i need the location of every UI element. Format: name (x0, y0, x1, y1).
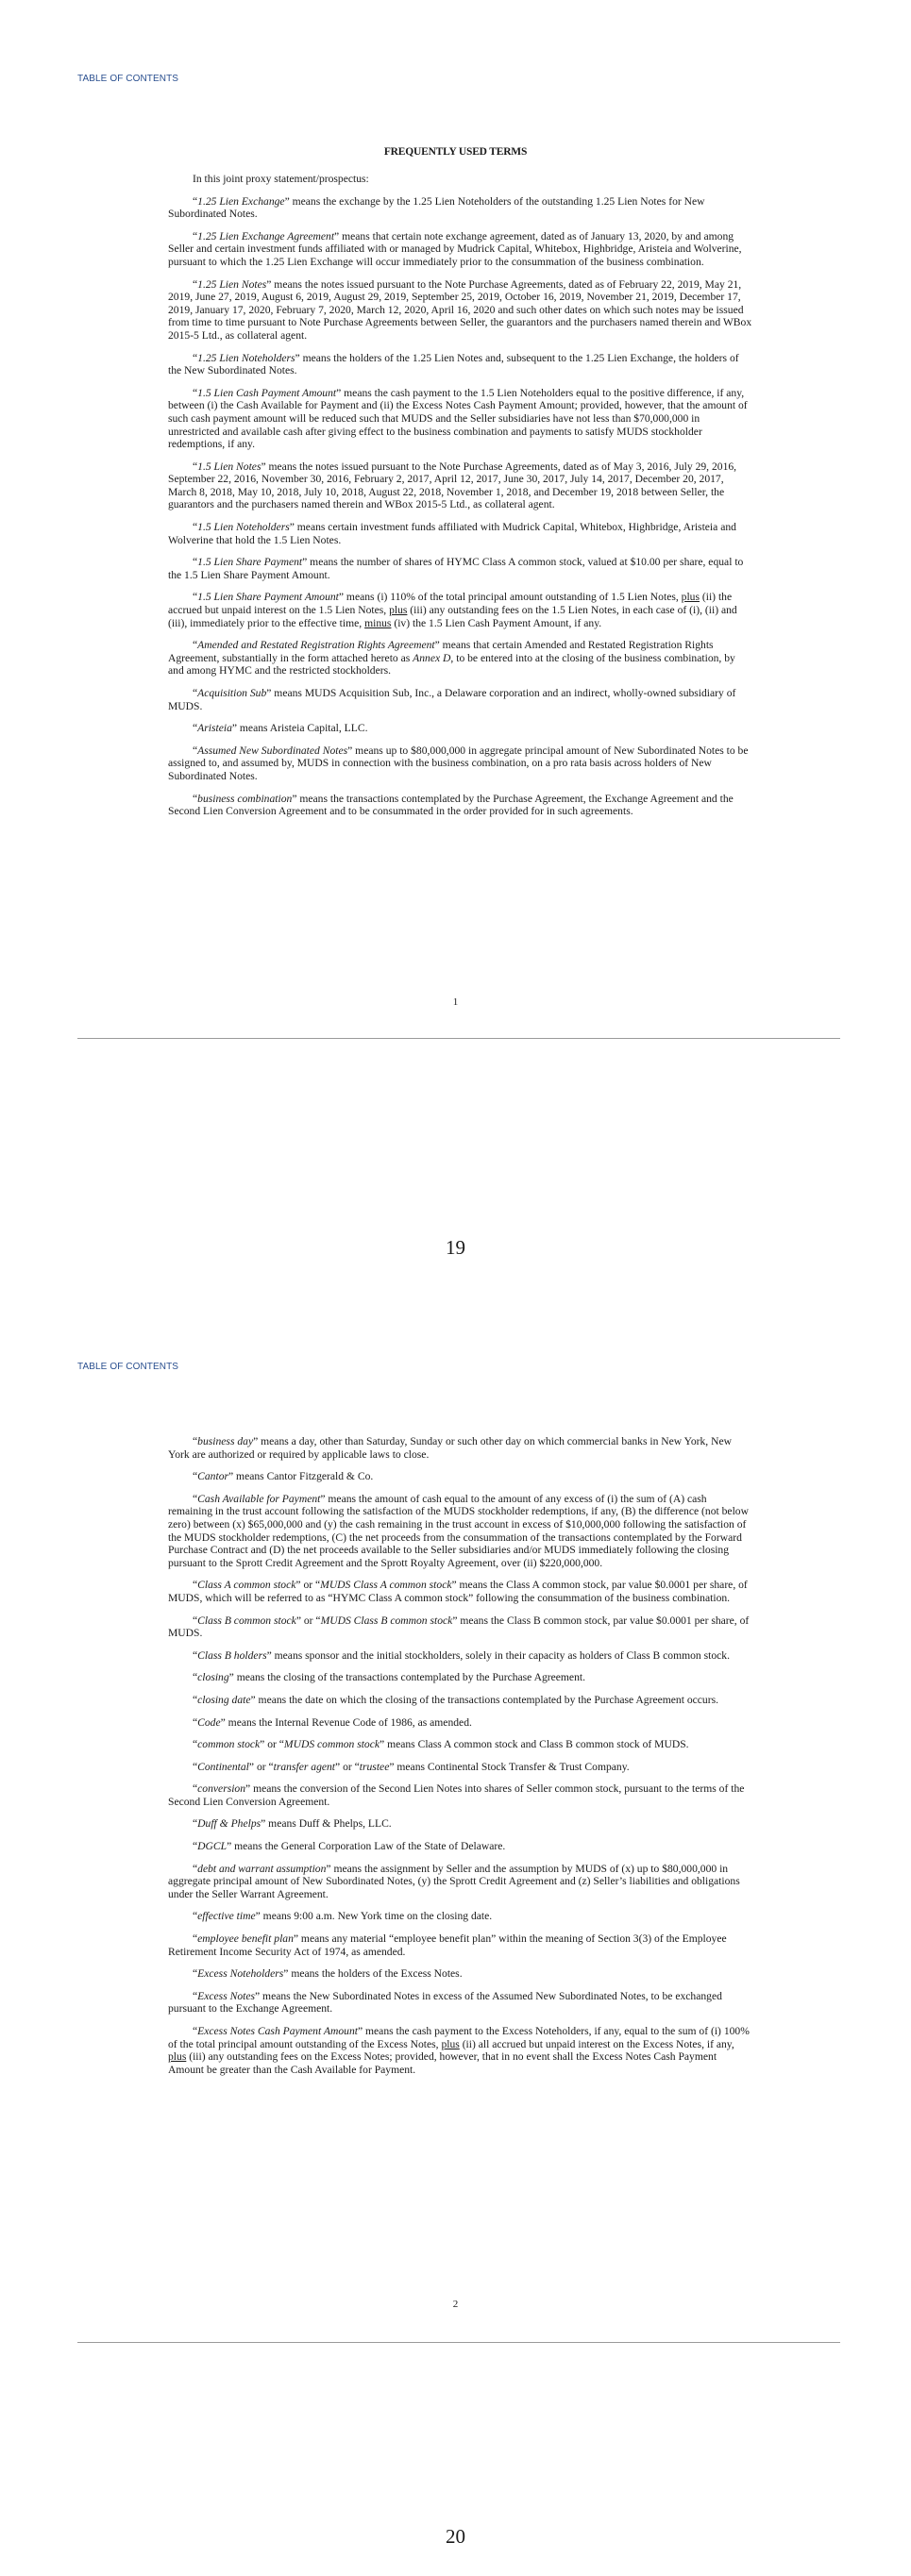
defined-term: DGCL (197, 1840, 228, 1853)
defined-term: 1.5 Lien Cash Payment Amount (197, 386, 337, 399)
defined-term: Amended and Restated Registration Rights Agreement (197, 639, 435, 652)
defined-term: Acquisition Sub (197, 687, 267, 699)
definition: “effective time” means 9:00 a.m. New York time on the closing date. (193, 1910, 493, 1923)
defined-term: Continental (197, 1760, 249, 1773)
defined-term: Excess Notes (197, 1989, 256, 2002)
definition: “Class B common stock” or “MUDS Class B common stock” means the Class B common stock, par value $0.0001 per share, of MUDS. (168, 1614, 750, 1640)
definition: “Cash Available for Payment” means the amount of cash equal to the amount of any excess of (i) the sum of (A) cash remaining in the trust account following the satisfaction of the MUDS stockholder redemptions, if any, (B) the difference (not below zero) between (x) $65,000,000 and (y) the cash remaining in the trust account in excess of $10,000,000 following the satisfaction of the MUDS stockholder redemptions, (C) the net proceeds from the consummation of the transactions contemplated by the Forward Purchase Contract and (D) the net proceeds available to the Seller subsidiaries and/or MUDS immediately following the closing pursuant to the Sprott Credit Agreement and the Sprott Royalty Agreement, over (ii) $220,000,000. (168, 1492, 749, 1569)
intro-text: In this joint proxy statement/prospectus: (193, 173, 369, 185)
document-page-number: 20 (446, 2525, 465, 2548)
page-heading: FREQUENTLY USED TERMS (383, 146, 528, 158)
definition: “debt and warrant assumption” means the assignment by Seller and the assumption by MUDS of (x) up to $80,000,000 in aggregate principal amount of New Subordinated Notes, (y) the Sprott Credit Agreement and (z) Seller’s liabilities and obligations under the Seller Warrant Agreement. (168, 1862, 740, 1900)
definition: “business combination” means the transactions contemplated by the Purchase Agreement, the Exchange Agreement and the Second Lien Conversion Agreement and to be consummated in the order provided for in such agreements. (168, 792, 734, 818)
definition: “employee benefit plan” means any material “employee benefit plan” within the meaning of Section 3(3) of the Employee Retirement Income Security Act of 1974, as amended. (168, 1932, 727, 1958)
defined-term: Class A common stock (197, 1579, 296, 1592)
definition: “1.5 Lien Cash Payment Amount” means the cash payment to the 1.5 Lien Noteholders equal to the positive difference, if any, between (i) the Cash Available for Payment and (ii) the Excess Notes Cash Payment Amount; provided, however, that the amount of such cash payment amount will be reduced such that MUDS and the Seller subsidiaries have not less than $70,000,000 in unrestricted and available cash after giving effect to the business combination and payments to satisfy MUDS stockholder redemptions, if any. (168, 386, 748, 451)
definition: “Duff & Phelps” means Duff & Phelps, LLC. (193, 1817, 392, 1831)
definition: “1.25 Lien Exchange Agreement” means that certain note exchange agreement, dated as of January 13, 2020, by and among Seller and certain investment funds affiliated with or managed by Mudrick Capital, Whitebox, Highbridge, Aristeia and Wolverine, pursuant to which the 1.25 Lien Exchange will occur immediately prior to the consummation of the business combination. (168, 229, 742, 268)
definition: “closing” means the closing of the transactions contemplated by the Purchase Agreement. (193, 1671, 585, 1684)
definition: “Class A common stock” or “MUDS Class A common stock” means the Class A common stock, par value $0.0001 per share, of MUDS, which will be referred to as “HYMC Class A common stock” following the consummation of the business combination. (168, 1579, 748, 1604)
defined-term: Class B holders (197, 1648, 267, 1662)
definition: “1.5 Lien Noteholders” means certain investment funds affiliated with Mudrick Capital, Whitebox, Highbridge, Aristeia and Wolverine that hold the 1.5 Lien Notes. (168, 521, 736, 546)
definition: “Aristeia” means Aristeia Capital, LLC. (193, 722, 368, 735)
defined-term: 1.25 Lien Exchange (197, 194, 285, 208)
definition: “1.25 Lien Noteholders” means the holders of the 1.25 Lien Notes and, subsequent to the 1.25 Lien Exchange, the holders of the New Subordinated Notes. (168, 351, 739, 377)
definition: “1.5 Lien Share Payment” means the number of shares of HYMC Class A common stock, valued at $10.00 per share, equal to the 1.5 Lien Share Payment Amount. (168, 556, 744, 581)
defined-term: 1.5 Lien Noteholders (197, 521, 290, 534)
defined-term: Duff & Phelps (197, 1817, 261, 1831)
definition: “1.25 Lien Exchange” means the exchange by the 1.25 Lien Noteholders of the outstanding 1.25 Lien Notes for New Subordinated Notes. (168, 194, 705, 221)
definition: “Class B holders” means sponsor and the initial stockholders, solely in their capacity as holders of Class B common stock. (193, 1648, 730, 1662)
definition: “Excess Notes Cash Payment Amount” means the cash payment to the Excess Noteholders, if any, equal to the sum of (i) 100% of the total principal amount outstanding of the Excess Notes, plus (ii) all accrued but unpaid interest on the Excess Notes, if any, plus (iii) any outstanding fees on the Excess Notes; provided, however, that in no event shall the Excess Notes Cash Payment Amount be greater than the Cash Available for Payment. (168, 2025, 750, 2076)
defined-term: 1.5 Lien Share Payment (197, 556, 303, 569)
definition: “1.25 Lien Notes” means the notes issued pursuant to the Note Purchase Agreements, dated as of February 22, 2019, May 21, 2019, June 27, 2019, August 6, 2019, August 29, 2019, September 25, 2019, October 16, 2019, November 21, 2019, December 17, 2019, January 17, 2020, February 7, 2020, March 12, 2020, April 16, 2020 and such other dates on which such notes may be issued from time to time pursuant to Note Purchase Agreements between Seller, the guarantors and the purchasers named therein and WBox 2015-5 Ltd., as collateral agent. (168, 277, 752, 342)
definition: “1.5 Lien Notes” means the notes issued pursuant to the Note Purchase Agreements, dated as of May 3, 2016, July 29, 2016, September 22, 2016, November 30, 2016, February 2, 2017, April 12, 2017, June 30, 2017, July 14, 2017, December 20, 2017, March 8, 2018, May 10, 2018, July 10, 2018, August 22, 2018, November 1, 2018, and December 19, 2018 between Seller, the guarantors and the purchasers named therein and WBox 2015-5 Ltd., as collateral agent. (168, 460, 737, 511)
definition: “DGCL” means the General Corporation Law of the State of Delaware. (193, 1840, 506, 1853)
definition: “Acquisition Sub” means MUDS Acquisition Sub, Inc., a Delaware corporation and an indirect, wholly-owned subsidiary of MUDS. (168, 687, 736, 712)
document-page-number: 19 (446, 1236, 465, 1259)
definition: “business day” means a day, other than Saturday, Sunday or such other day on which commercial banks in New York, New York are authorized or required by applicable laws to close. (168, 1435, 732, 1461)
page2-body (168, 1435, 753, 2085)
defined-term: debt and warrant assumption (197, 1862, 327, 1875)
defined-term: business day (197, 1435, 254, 1447)
defined-term: common stock (197, 1738, 261, 1751)
definition: “Continental” or “transfer agent” or “trustee” means Continental Stock Transfer & Trust Company. (193, 1760, 630, 1773)
definition: “Excess Noteholders” means the holders of the Excess Notes. (193, 1967, 463, 1981)
defined-term: 1.25 Lien Notes (197, 277, 267, 291)
definition: “Excess Notes” means the New Subordinated Notes in excess of the Assumed New Subordinated Notes, to be exchanged pursuant to the Exchange Agreement. (168, 1989, 722, 2016)
page-divider (77, 2342, 840, 2343)
page-number: 2 (452, 2299, 459, 2310)
definition: “closing date” means the date on which the closing of the transactions contemplated by the Purchase Agreement occurs. (193, 1693, 718, 1706)
defined-term: Excess Noteholders (197, 1967, 284, 1981)
defined-term: employee benefit plan (197, 1932, 294, 1946)
defined-term: Class B common stock (197, 1614, 296, 1627)
defined-term: business combination (197, 792, 293, 805)
defined-term: Excess Notes Cash Payment Amount (197, 2025, 358, 2037)
defined-term: closing (197, 1671, 229, 1684)
definition: “1.5 Lien Share Payment Amount” means (i) 110% of the total principal amount outstanding of 1.5 Lien Notes, plus (ii) the accrued but unpaid interest on the 1.5 Lien Notes, plus (iii) any outstanding fees on the 1.5 Lien Notes, in each case of (i), (ii) and (iii), immediately prior to the effective time, minus (iv) the 1.5 Lien Cash Payment Amount, if any. (168, 591, 737, 629)
page-number: 1 (452, 996, 459, 1008)
definition: “Amended and Restated Registration Rights Agreement” means that certain Amended and Restated Registration Rights Agreement, substantially in the form attached hereto as Annex D, to be entered into at the closing of the business combination, by and among HYMC and the restricted stockholders. (168, 639, 735, 677)
defined-term: 1.25 Lien Exchange Agreement (197, 229, 335, 243)
page1-body (168, 173, 753, 828)
definition: “Code” means the Internal Revenue Code of 1986, as amended. (193, 1715, 472, 1729)
defined-term: 1.5 Lien Notes (197, 460, 261, 473)
defined-term: effective time (197, 1910, 256, 1923)
defined-term: Assumed New Subordinated Notes (197, 744, 348, 757)
definition: “conversion” means the conversion of the Second Lien Notes into shares of Seller common stock, pursuant to the terms of the Second Lien Conversion Agreement. (168, 1782, 745, 1808)
defined-term: Cantor (197, 1470, 229, 1483)
definition: “Cantor” means Cantor Fitzgerald & Co. (193, 1470, 374, 1483)
defined-term: closing date (197, 1693, 251, 1706)
defined-term: 1.5 Lien Share Payment Amount (197, 591, 339, 604)
table-of-contents-link[interactable]: TABLE OF CONTENTS (77, 74, 179, 84)
definition: “common stock” or “MUDS common stock” means Class A common stock and Class B common stock of MUDS. (193, 1738, 689, 1751)
defined-term: Aristeia (197, 722, 232, 735)
defined-term: 1.25 Lien Noteholders (197, 351, 295, 364)
defined-term: Cash Available for Payment (197, 1492, 321, 1505)
defined-term: conversion (197, 1782, 246, 1796)
page-divider (77, 1038, 840, 1039)
definition: “Assumed New Subordinated Notes” means up to $80,000,000 in aggregate principal amount of New Subordinated Notes to be assigned to, and assumed by, MUDS in connection with the business combination, on a pro rata basis across holders of New Subordinated Notes. (168, 744, 749, 782)
defined-term: Code (197, 1715, 221, 1729)
table-of-contents-link[interactable]: TABLE OF CONTENTS (77, 1362, 179, 1372)
